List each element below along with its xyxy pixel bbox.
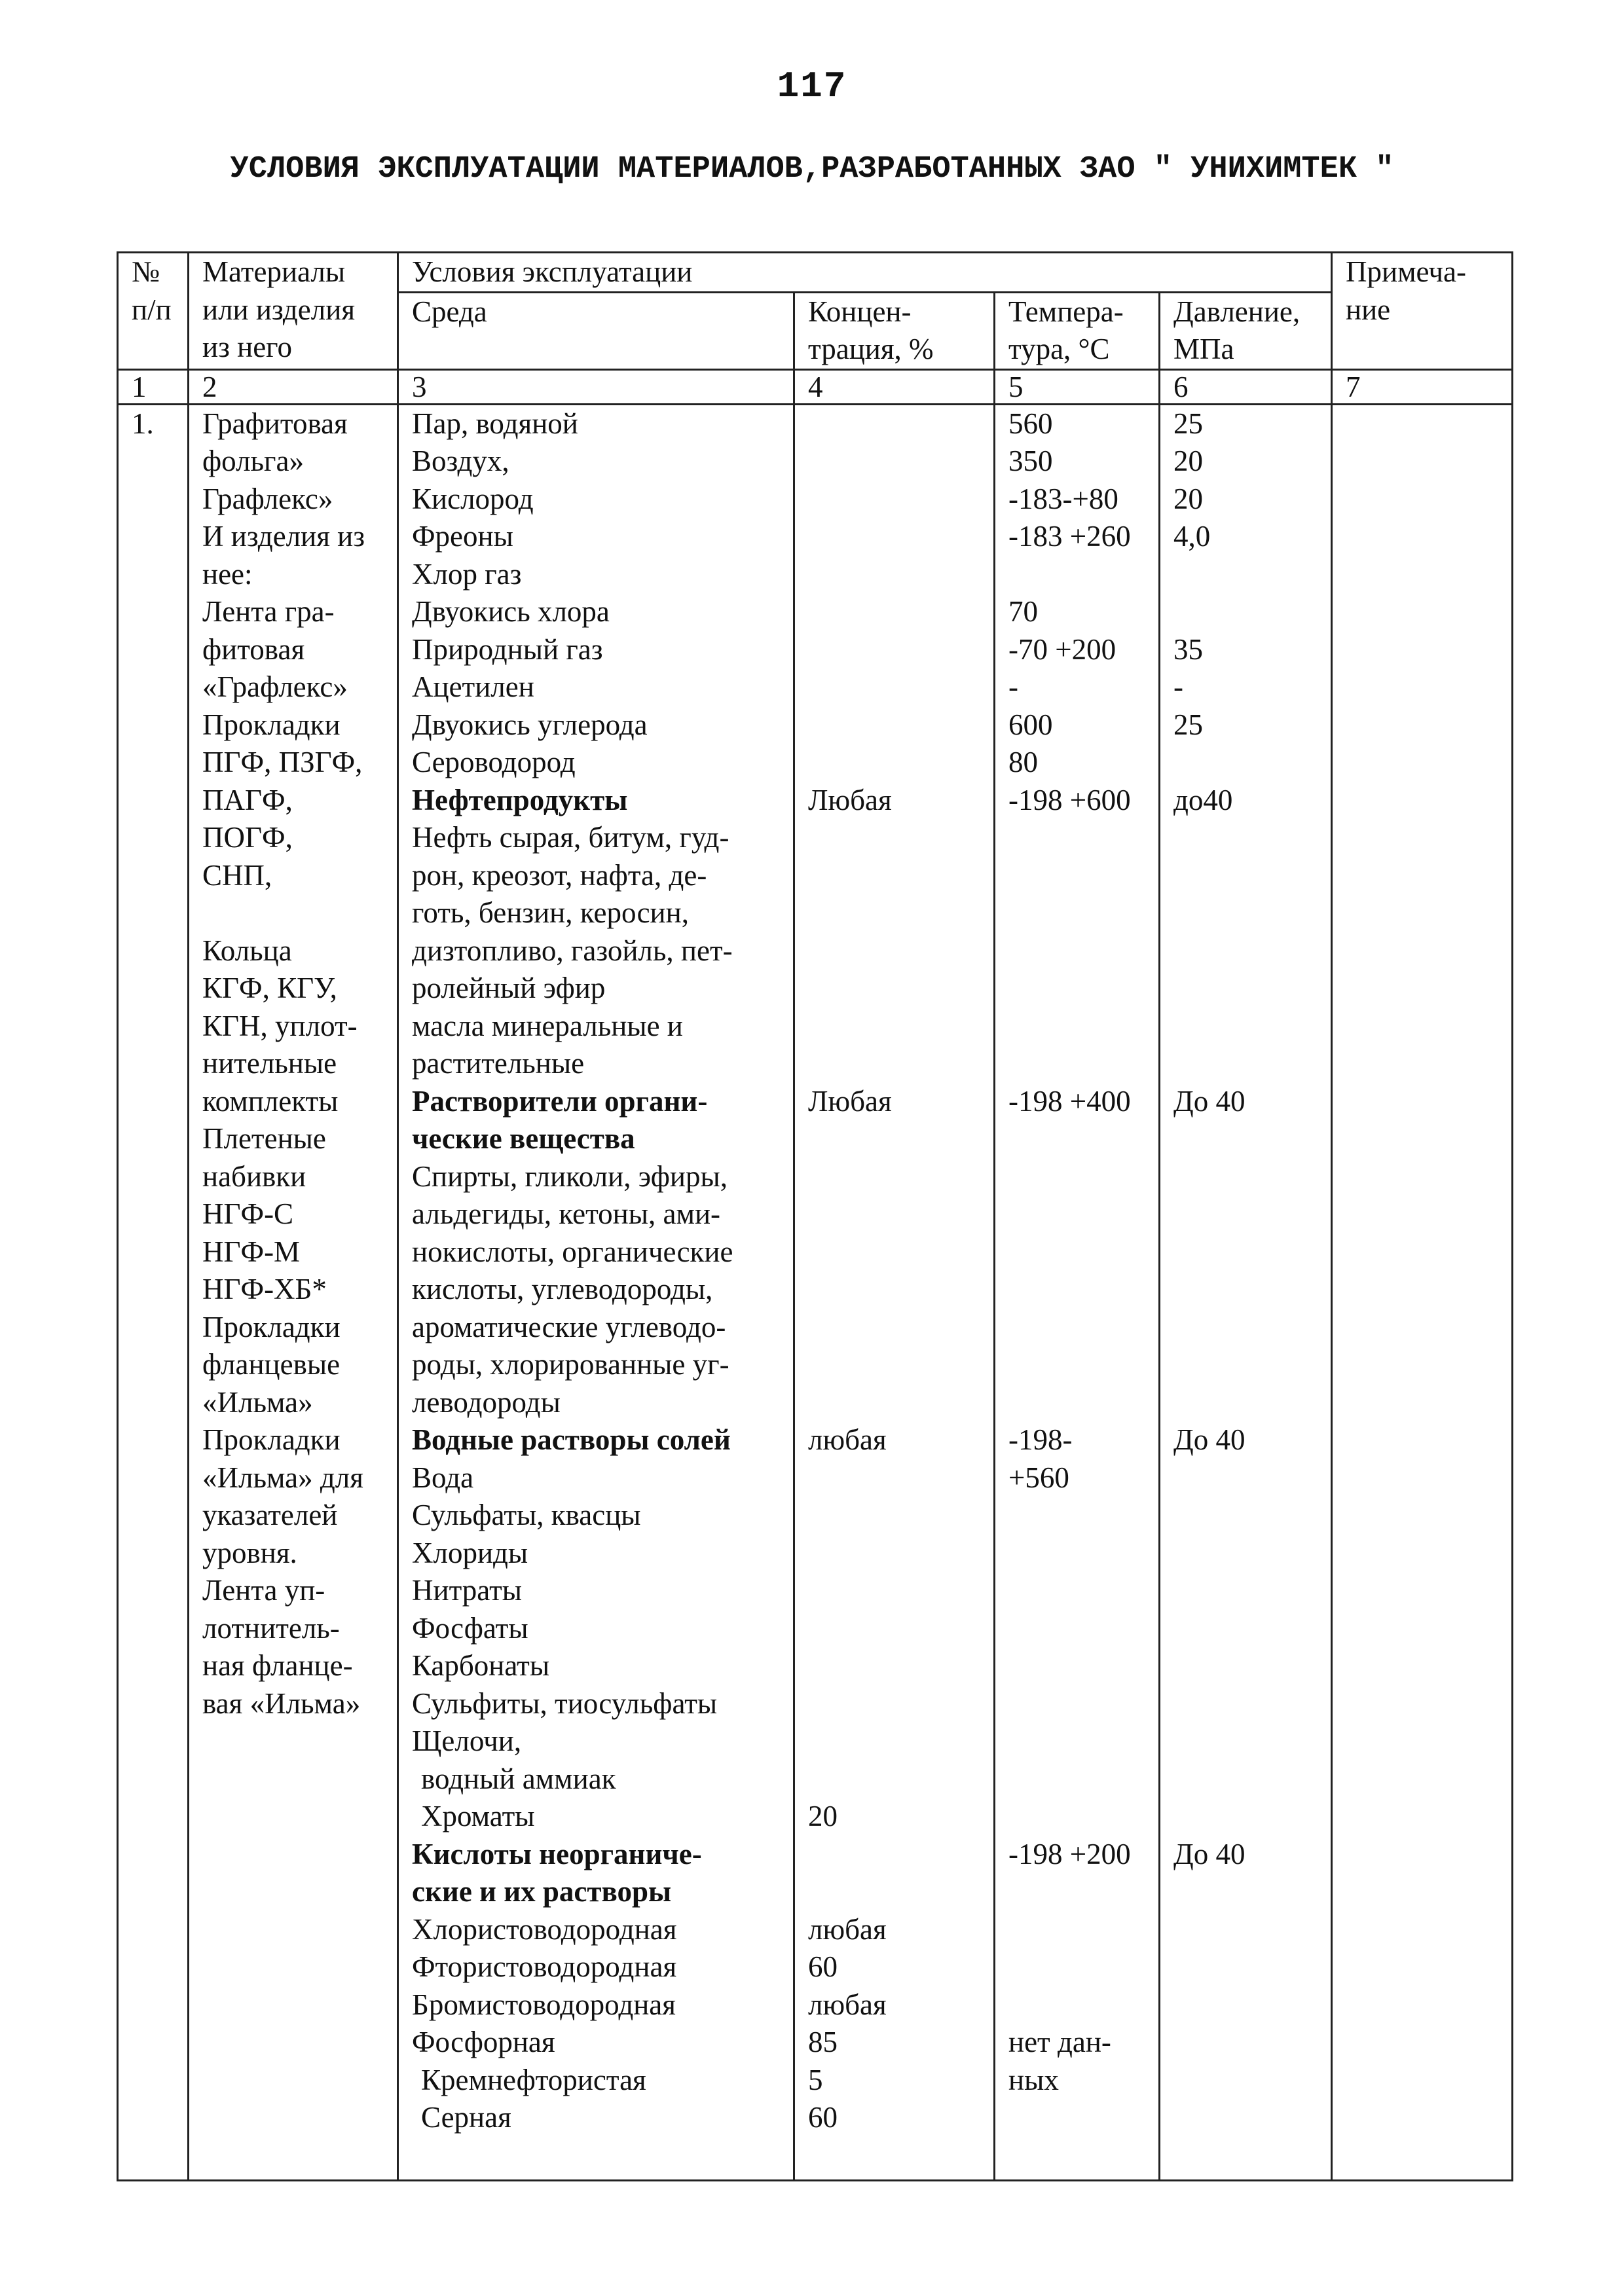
concentration-value — [808, 932, 986, 970]
temperature-value: 80 — [1008, 746, 1038, 778]
pressure-value — [1173, 1760, 1323, 1798]
concentration-value — [808, 1346, 986, 1384]
header-temperature: Темпера- тура, °С — [995, 292, 1160, 369]
temperature-value — [1008, 1535, 1151, 1573]
concentration-value — [808, 1647, 986, 1685]
pressure-value — [1173, 593, 1323, 631]
concentration-value: 5 — [808, 2063, 823, 2096]
temperature-value: нет дан- — [1008, 2026, 1111, 2058]
pressure-value — [1173, 970, 1323, 1008]
concentration-value — [808, 744, 986, 782]
concentration-value — [808, 593, 986, 631]
pressure-value — [1173, 1195, 1323, 1233]
concentration-value — [808, 1459, 986, 1497]
concentration-value — [808, 1158, 986, 1196]
concentration-value — [808, 894, 986, 932]
medium-line: Карбонаты — [412, 1649, 550, 1682]
pressure-value: 20 — [1173, 482, 1203, 515]
pressure-value — [1173, 1572, 1323, 1610]
pressure-value: - — [1173, 670, 1183, 703]
temperature-value — [1008, 819, 1151, 857]
temperature-value: +560 — [1008, 1461, 1069, 1494]
material-line: НГФ-М — [202, 1235, 301, 1268]
medium-line: Природный газ — [412, 632, 603, 666]
medium-line: Вода — [412, 1461, 474, 1494]
pressure-value — [1173, 1535, 1323, 1573]
header-concentration: Концен- трация, % — [794, 292, 995, 369]
temperature-value — [1008, 1798, 1151, 1836]
concentration-value: 60 — [808, 2101, 838, 2134]
material-line: Лента уп- — [202, 1574, 325, 1607]
pressure-value — [1173, 1722, 1323, 1760]
temperature-value: -198- — [1008, 1423, 1073, 1456]
concentration-value — [808, 1045, 986, 1083]
medium-line: рон, креозот, нафта, де- — [412, 858, 707, 892]
concentration-value: 85 — [808, 2026, 838, 2058]
medium-line: водный аммиак — [421, 1762, 616, 1795]
temperature-value — [1008, 1497, 1151, 1535]
column-number: 1 — [118, 369, 189, 404]
header-materials: Материалы или изделия из него — [189, 253, 398, 370]
medium-line: Кислоты неорганиче- — [412, 1837, 702, 1870]
pressure-value — [1173, 1120, 1323, 1158]
pressure-value — [1173, 1911, 1323, 1949]
pressure-value: 20 — [1173, 445, 1203, 477]
medium-line: ческие вещества — [412, 1122, 635, 1155]
header-num: № п/п — [118, 253, 189, 370]
concentration-value — [808, 706, 986, 744]
medium-line: Фреоны — [412, 520, 513, 553]
medium-line: Щелочи, — [412, 1724, 522, 1757]
temperature-value — [1008, 1195, 1151, 1233]
medium-line: Бромистоводородная — [412, 1988, 676, 2021]
page-number: 117 — [777, 65, 847, 107]
concentration-value — [808, 1685, 986, 1723]
pressure-value: 4,0 — [1173, 520, 1211, 553]
temperature-cell — [995, 404, 1160, 2180]
pressure-value — [1173, 1346, 1323, 1384]
pressure-value: 25 — [1173, 708, 1203, 741]
concentration-value — [808, 1836, 986, 1874]
material-line: КГН, уплот- — [202, 1009, 358, 1042]
medium-line: Растворители органи- — [412, 1084, 708, 1118]
material-line: НГФ-ХБ* — [202, 1273, 327, 1305]
material-line: нительные — [202, 1047, 337, 1080]
material-line: комплекты — [202, 1084, 339, 1118]
pressure-value — [1173, 1309, 1323, 1347]
medium-line: Двуокись хлора — [412, 595, 610, 628]
medium-line: Фосфаты — [412, 1611, 528, 1645]
temperature-value — [1008, 1610, 1151, 1648]
temperature-value — [1008, 1271, 1151, 1309]
pressure-value — [1173, 2062, 1323, 2100]
medium-line: Воздух, — [412, 445, 509, 477]
concentration-value — [808, 443, 986, 481]
concentration-value — [808, 857, 986, 895]
concentration-value — [808, 1233, 986, 1271]
header-pressure: Давление, МПа — [1160, 292, 1332, 369]
column-number: 4 — [794, 369, 995, 404]
pressure-value — [1173, 1610, 1323, 1648]
medium-line: Хроматы — [421, 1800, 535, 1832]
concentration-value — [808, 631, 986, 669]
medium-line: Двуокись углерода — [412, 708, 648, 741]
concentration-value — [808, 481, 986, 519]
medium-line: нокислоты, органические — [412, 1235, 733, 1268]
temperature-value: -70 +200 — [1008, 632, 1116, 666]
medium-line: Спирты, гликоли, эфиры, — [412, 1159, 728, 1193]
column-number-row — [118, 369, 1513, 404]
temperature-value: 600 — [1008, 708, 1053, 741]
temperature-value: -198 +600 — [1008, 783, 1131, 816]
temperature-value — [1008, 1572, 1151, 1610]
temperature-value: -183 +260 — [1008, 520, 1131, 553]
medium-line: Сероводород — [412, 746, 576, 778]
material-line: «Ильма» — [202, 1385, 313, 1419]
conditions-table — [117, 251, 1513, 2181]
pressure-value — [1173, 1647, 1323, 1685]
page-title: УСЛОВИЯ ЭКСПЛУАТАЦИИ МАТЕРИАЛОВ,РАЗРАБОТАННЫХ ЗАО " УНИХИМТЕК " — [230, 152, 1394, 187]
header-note: Примеча- ние — [1332, 253, 1513, 370]
material-line: фольга» — [202, 445, 304, 477]
temperature-value — [1008, 1685, 1151, 1723]
pressure-value: До 40 — [1173, 1423, 1246, 1456]
pressure-value — [1173, 2024, 1323, 2062]
material-line: Лента гра- — [202, 595, 335, 628]
temperature-value — [1008, 970, 1151, 1008]
concentration-value — [808, 405, 986, 443]
material-line: вая «Ильма» — [202, 1686, 361, 1720]
medium-line: Хлориды — [412, 1536, 528, 1569]
pressure-value: До 40 — [1173, 1837, 1246, 1870]
medium-line: Сульфаты, квасцы — [412, 1499, 641, 1531]
pressure-value: До 40 — [1173, 1084, 1246, 1118]
temperature-value — [1008, 1120, 1151, 1158]
temperature-value: 70 — [1008, 595, 1038, 628]
column-number: 5 — [995, 369, 1160, 404]
concentration-value — [808, 1497, 986, 1535]
concentration-value: Любая — [808, 783, 892, 816]
material-line: набивки — [202, 1159, 306, 1193]
temperature-value — [1008, 932, 1151, 970]
pressure-value: 25 — [1173, 407, 1203, 440]
pressure-value — [1173, 1986, 1323, 2024]
concentration-value — [808, 1008, 986, 1046]
header-conditions: Условия эксплуатации — [398, 253, 1332, 293]
column-number: 3 — [398, 369, 794, 404]
temperature-value: 560 — [1008, 407, 1053, 440]
medium-line: Серная — [421, 2101, 511, 2134]
medium-line: Хлористоводородная — [412, 1912, 677, 1946]
material-line: Прокладки — [202, 1423, 341, 1456]
temperature-value: -183-+80 — [1008, 482, 1118, 515]
column-number: 6 — [1160, 369, 1332, 404]
medium-line: ские и их растворы — [412, 1875, 672, 1908]
pressure-value — [1173, 1271, 1323, 1309]
temperature-value — [1008, 1158, 1151, 1196]
pressure-value — [1173, 1158, 1323, 1196]
concentration-value — [808, 556, 986, 594]
pressure-value — [1173, 857, 1323, 895]
medium-line: Нефть сырая, битум, гуд- — [412, 821, 729, 854]
material-line: «Графлекс» — [202, 670, 348, 703]
pressure-value — [1173, 894, 1323, 932]
material-line: Графитовая — [202, 407, 348, 440]
material-line: уровня. — [202, 1536, 297, 1569]
pressure-value — [1173, 2099, 1323, 2137]
pressure-value: 35 — [1173, 632, 1203, 666]
medium-line: Нефтепродукты — [412, 783, 628, 816]
header-medium: Среда — [398, 292, 794, 369]
temperature-value — [1008, 1309, 1151, 1347]
temperature-value — [1008, 1986, 1151, 2024]
concentration-value: любая — [808, 1423, 887, 1456]
medium-line: альдегиды, кетоны, ами- — [412, 1197, 721, 1230]
concentration-value — [808, 1760, 986, 1798]
medium-line: ролейный эфир — [412, 972, 606, 1004]
material-line: СНП, — [202, 858, 272, 892]
pressure-value — [1173, 1459, 1323, 1497]
material-line: ПАГФ, — [202, 783, 293, 816]
medium-line: леводороды — [412, 1385, 561, 1419]
medium-line: дизтопливо, газойль, пет- — [412, 934, 733, 967]
concentration-cell — [794, 404, 995, 2180]
pressure-cell — [1160, 404, 1332, 2180]
temperature-value — [1008, 556, 1151, 594]
column-number: 2 — [189, 369, 398, 404]
temperature-value — [1008, 1008, 1151, 1046]
temperature-value — [1008, 1346, 1151, 1384]
temperature-value — [1008, 1384, 1151, 1422]
concentration-value — [808, 1309, 986, 1347]
concentration-value: любая — [808, 1988, 887, 2021]
medium-line: Фосфорная — [412, 2026, 555, 2058]
temperature-value: - — [1008, 670, 1018, 703]
temperature-value — [1008, 857, 1151, 895]
pressure-value — [1173, 1685, 1323, 1723]
pressure-value — [1173, 1798, 1323, 1836]
concentration-value: Любая — [808, 1084, 892, 1118]
pressure-value — [1173, 1045, 1323, 1083]
medium-line: роды, хлорированные уг- — [412, 1348, 729, 1381]
material-line: нее: — [202, 557, 253, 591]
material-line: Кольца — [202, 934, 292, 967]
temperature-value — [1008, 2099, 1151, 2137]
table-row — [118, 404, 1513, 2180]
material-line: указателей — [202, 1499, 338, 1531]
material-line: И изделия из — [202, 520, 365, 553]
pressure-value — [1173, 1873, 1323, 1911]
pressure-value: до40 — [1173, 783, 1233, 816]
medium-line: Фтористоводородная — [412, 1950, 677, 1983]
concentration-value — [808, 1722, 986, 1760]
medium-line: растительные — [412, 1047, 585, 1080]
concentration-value — [808, 1384, 986, 1422]
pressure-value — [1173, 932, 1323, 970]
medium-line: масла минеральные и — [412, 1009, 683, 1042]
material-line: Графлекс» — [202, 482, 333, 515]
medium-line: Кремнефтористая — [421, 2063, 646, 2096]
medium-line: Водные растворы солей — [412, 1423, 731, 1456]
concentration-value — [808, 819, 986, 857]
pressure-value — [1173, 1497, 1323, 1535]
material-line: ная фланце- — [202, 1649, 353, 1682]
material-line: фланцевые — [202, 1348, 341, 1381]
medium-cell — [398, 404, 794, 2180]
material-line: «Ильма» для — [202, 1461, 363, 1494]
material-line: Плетеные — [202, 1122, 326, 1155]
concentration-value — [808, 1610, 986, 1648]
medium-line: кислоты, углеводороды, — [412, 1273, 713, 1305]
concentration-value: 60 — [808, 1950, 838, 1983]
pressure-value — [1173, 1233, 1323, 1271]
materials-cell — [189, 404, 398, 2180]
temperature-value — [1008, 1045, 1151, 1083]
concentration-value — [808, 518, 986, 556]
medium-line: Нитраты — [412, 1574, 523, 1607]
temperature-value: 350 — [1008, 445, 1053, 477]
concentration-value — [808, 1535, 986, 1573]
material-line: ПОГФ, — [202, 821, 293, 854]
medium-line: Хлор газ — [412, 557, 522, 591]
concentration-value — [808, 1120, 986, 1158]
column-number: 7 — [1332, 369, 1513, 404]
temperature-value — [1008, 1948, 1151, 1986]
pressure-value — [1173, 819, 1323, 857]
medium-line: готь, бензин, керосин, — [412, 896, 689, 929]
medium-line: Кислород — [412, 482, 534, 515]
material-line: фитовая — [202, 632, 305, 666]
concentration-value — [808, 970, 986, 1008]
temperature-value — [1008, 1760, 1151, 1798]
material-line — [202, 894, 389, 932]
concentration-value — [808, 1572, 986, 1610]
temperature-value: ных — [1008, 2063, 1059, 2096]
concentration-value: любая — [808, 1912, 887, 1946]
medium-line: Сульфиты, тиосульфаты — [412, 1686, 718, 1720]
temperature-value — [1008, 1873, 1151, 1911]
concentration-value — [808, 1271, 986, 1309]
pressure-value — [1173, 744, 1323, 782]
temperature-value — [1008, 1647, 1151, 1685]
row-number-cell — [118, 404, 189, 2180]
concentration-value: 20 — [808, 1800, 838, 1832]
temperature-value — [1008, 1233, 1151, 1271]
pressure-value — [1173, 556, 1323, 594]
medium-line: ароматические углеводо- — [412, 1310, 726, 1343]
pressure-value — [1173, 1008, 1323, 1046]
pressure-value — [1173, 1384, 1323, 1422]
medium-line: Ацетилен — [412, 670, 534, 703]
material-line: КГФ, КГУ, — [202, 972, 337, 1004]
material-line: Прокладки — [202, 708, 341, 741]
temperature-value: -198 +400 — [1008, 1084, 1131, 1118]
concentration-value — [808, 1195, 986, 1233]
pressure-value — [1173, 1948, 1323, 1986]
material-line: ПГФ, ПЗГФ, — [202, 746, 363, 778]
row-number: 1. — [132, 407, 154, 440]
material-line: Прокладки — [202, 1310, 341, 1343]
concentration-value — [808, 1873, 986, 1911]
material-line: НГФ-С — [202, 1197, 294, 1230]
material-line: лотнитель- — [202, 1611, 340, 1645]
concentration-value — [808, 668, 986, 706]
temperature-value — [1008, 1911, 1151, 1949]
temperature-value — [1008, 1722, 1151, 1760]
medium-line: Пар, водяной — [412, 407, 578, 440]
temperature-value — [1008, 894, 1151, 932]
temperature-value: -198 +200 — [1008, 1837, 1131, 1870]
note-cell — [1332, 404, 1513, 2180]
